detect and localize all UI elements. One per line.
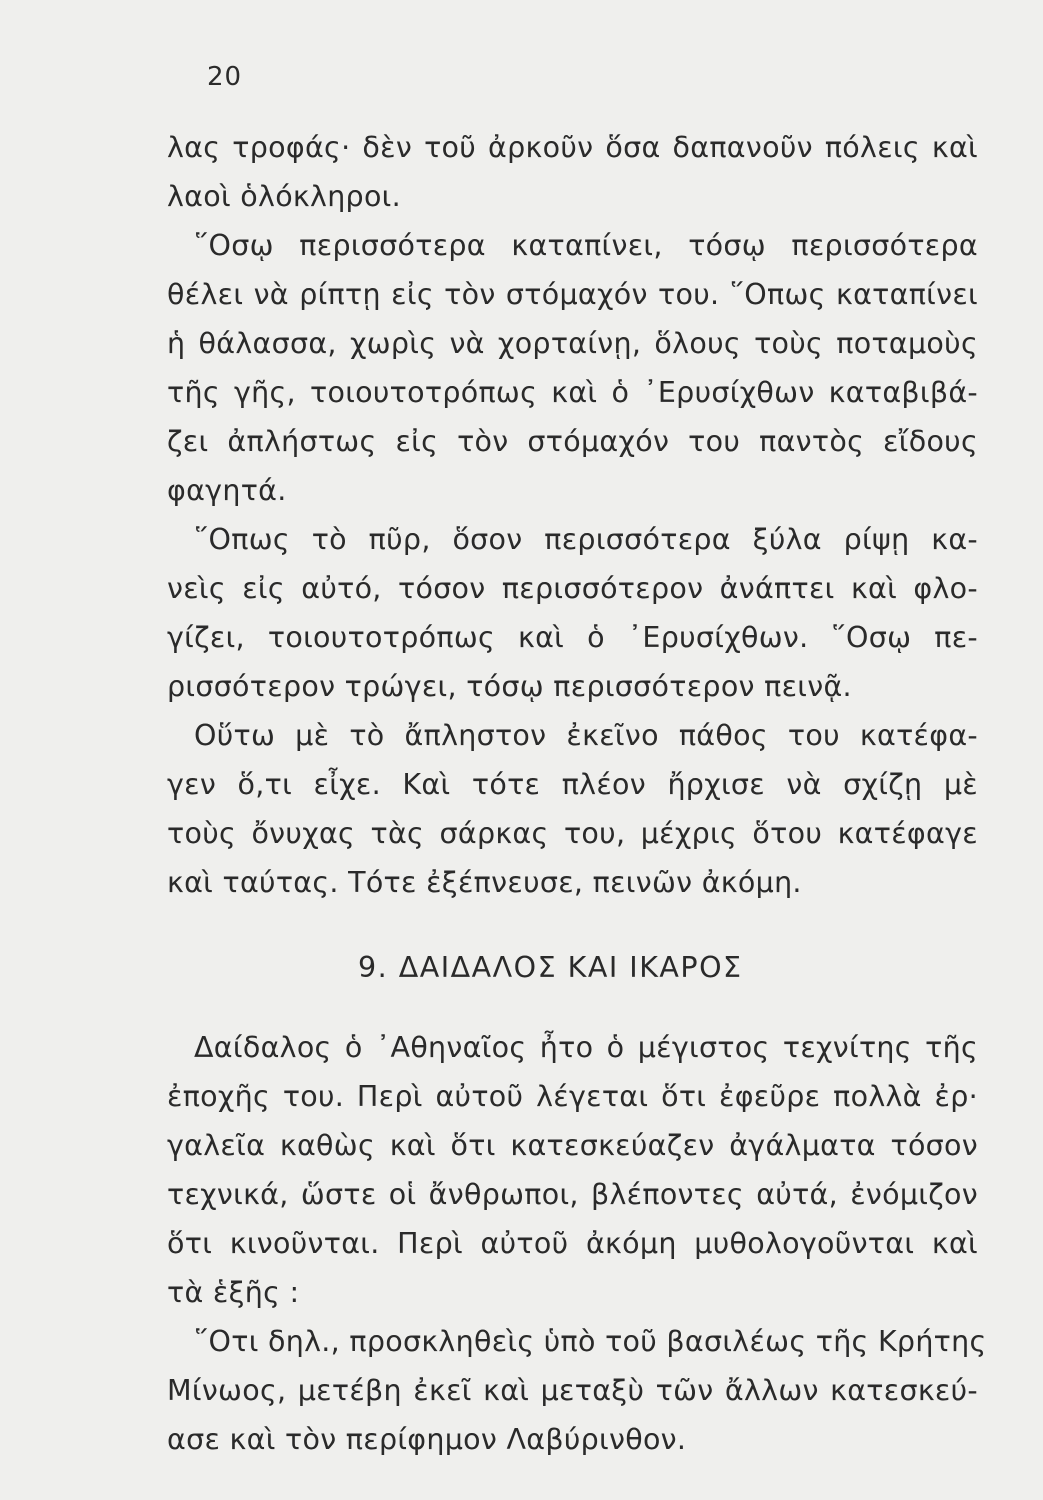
- chapter-heading: 9. ΔΑΙΔΑΛΟΣ ΚΑΙ ΙΚΑΡΟΣ: [358, 951, 743, 984]
- text-line: καὶ ταύτας. Τότε ἐξέπνευσε, πεινῶν ἀκόμη.: [167, 866, 802, 899]
- text-line: τῆς γῆς, τοιουτοτρόπως καὶ ὁ ᾿Ερυσίχθων καταβιβά-: [167, 376, 978, 409]
- text-line: φαγητά.: [167, 474, 287, 507]
- page-number: 20: [207, 62, 243, 92]
- text-line: γίζει, τοιουτοτρόπως καὶ ὁ ᾿Ερυσίχθων. ῞Οσῳ πε-: [167, 621, 978, 654]
- text-line: τὰ ἑξῆς :: [167, 1276, 300, 1309]
- text-line: τοὺς ὄνυχας τὰς σάρκας του, μέχρις ὅτου κατέφαγε: [167, 817, 978, 850]
- text-line: λαοὶ ὁλόκληροι.: [167, 180, 401, 213]
- text-line: ῞Οτι δηλ., προσκληθεὶς ὑπὸ τοῦ βασιλέως τῆς Κρήτης: [194, 1325, 987, 1358]
- text-line: ζει ἀπλήστως εἰς τὸν στόμαχόν του παντὸς εἴδους: [167, 425, 978, 458]
- text-line: ῞Οπως τὸ πῦρ, ὅσον περισσότερα ξύλα ρίψῃ κα-: [194, 523, 978, 556]
- text-line: ρισσότερον τρώγει, τόσῳ περισσότερον πεινᾷ.: [167, 670, 852, 703]
- text-line: γαλεῖα καθὼς καὶ ὅτι κατεσκεύαζεν ἀγάλματα τόσον: [167, 1129, 978, 1162]
- text-line: ὅτι κινοῦνται. Περὶ αὐτοῦ ἀκόμη μυθολογοῦνται καὶ: [167, 1227, 978, 1260]
- text-line: τεχνικά, ὥστε οἱ ἄνθρωποι, βλέποντες αὐτά, ἐνόμιζον: [167, 1178, 978, 1211]
- text-line: λας τροφάς· δὲν τοῦ ἀρκοῦν ὅσα δαπανοῦν πόλεις καὶ: [167, 131, 978, 164]
- text-line: ἡ θάλασσα, χωρὶς νὰ χορταίνῃ, ὅλους τοὺς ποταμοὺς: [167, 327, 978, 360]
- text-line: νεὶς εἰς αὐτό, τόσον περισσότερον ἀνάπτει καὶ φλο-: [167, 572, 978, 605]
- text-line: Δαίδαλος ὁ ᾿Αθηναῖος ἦτο ὁ μέγιστος τεχνίτης τῆς: [194, 1031, 978, 1064]
- text-line: Μίνωος, μετέβη ἐκεῖ καὶ μεταξὺ τῶν ἄλλων κατεσκεύ-: [167, 1374, 978, 1407]
- text-line: ασε καὶ τὸν περίφημον Λαβύρινθον.: [167, 1423, 687, 1456]
- text-line: γεν ὅ,τι εἶχε. Καὶ τότε πλέον ἤρχισε νὰ σχίζῃ μὲ: [167, 768, 978, 801]
- text-line: Οὕτω μὲ τὸ ἄπληστον ἐκεῖνο πάθος του κατέφα-: [194, 719, 978, 752]
- text-line: ῞Οσῳ περισσότερα καταπίνει, τόσῳ περισσότερα: [194, 229, 978, 262]
- text-line: ἐποχῆς του. Περὶ αὐτοῦ λέγεται ὅτι ἐφεῦρε πολλὰ ἐρ·: [167, 1080, 978, 1113]
- text-line: θέλει νὰ ρίπτῃ εἰς τὸν στόμαχόν του. ῞Οπως καταπίνει: [167, 278, 978, 311]
